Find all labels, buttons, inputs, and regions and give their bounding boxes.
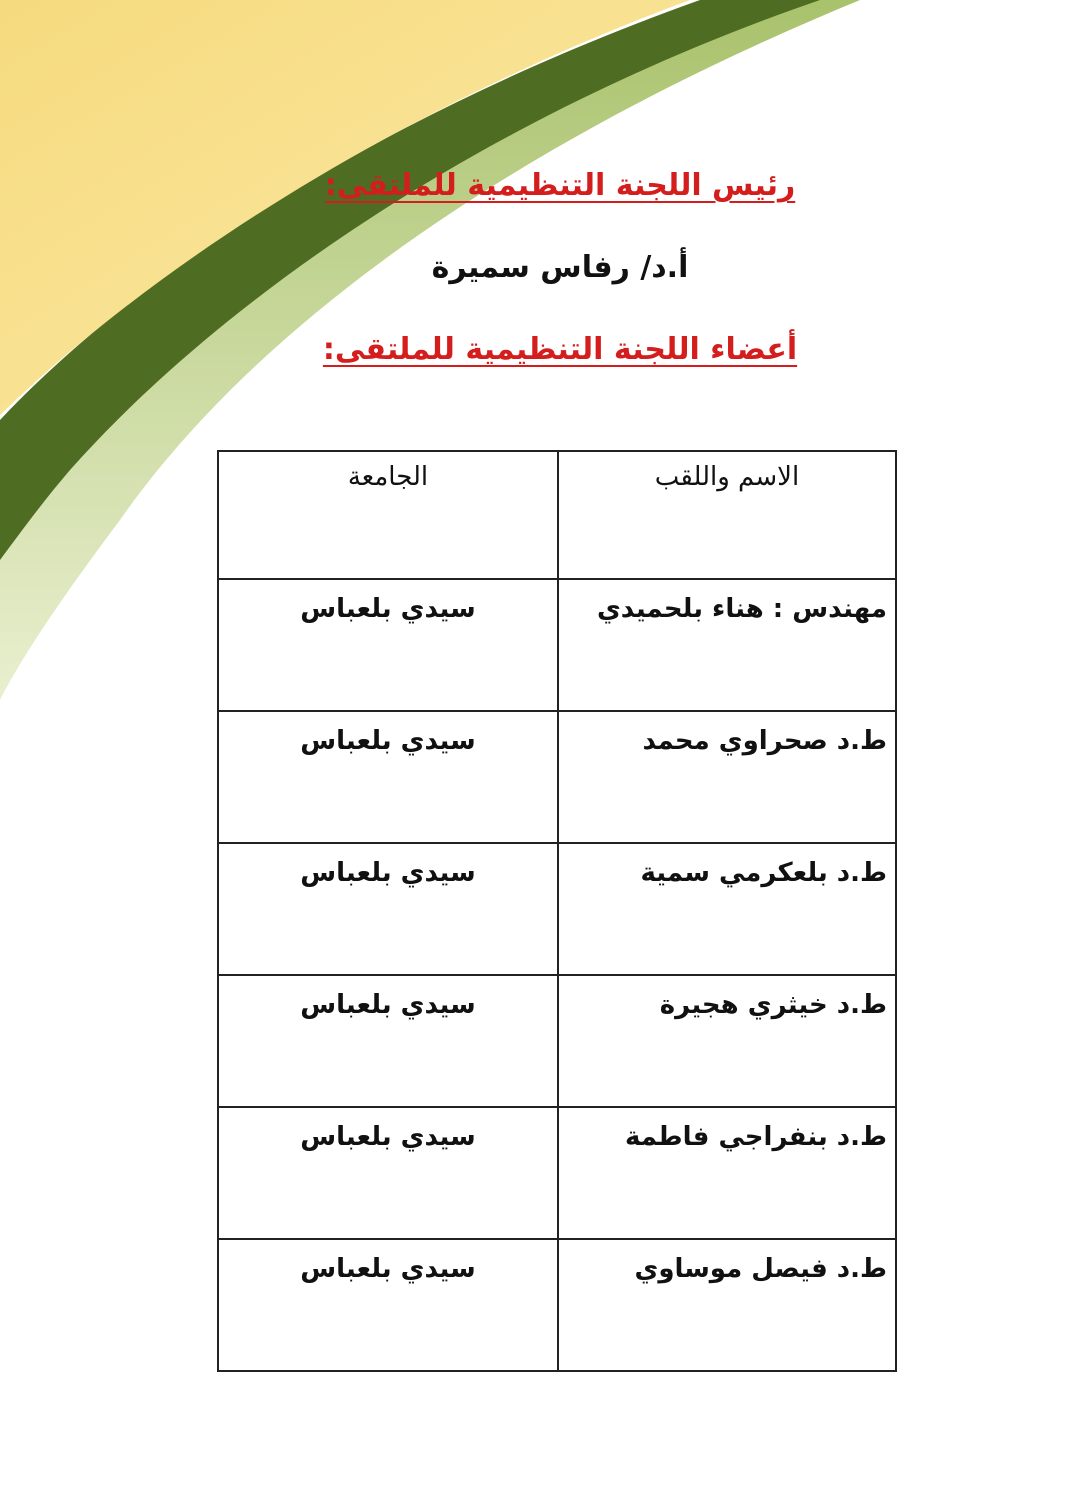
column-header-name: الاسم واللقب	[558, 451, 896, 579]
member-name: ط.د بنفراجي فاطمة	[558, 1107, 896, 1239]
member-name: مهندس : هناء بلحميدي	[558, 579, 896, 711]
member-name: ط.د خيثري هجيرة	[558, 975, 896, 1107]
table-row	[218, 975, 896, 1107]
table-header-row	[218, 451, 896, 579]
member-university: سيدي بلعباس	[218, 579, 558, 711]
members-table	[217, 450, 897, 1372]
table-row	[218, 1239, 896, 1371]
table-row	[218, 579, 896, 711]
member-name: ط.د فيصل موساوي	[558, 1239, 896, 1371]
member-university: سيدي بلعباس	[218, 843, 558, 975]
chair-heading: رئيس اللجنة التنظيمية للملتقى:	[324, 168, 796, 203]
table-row	[218, 1107, 896, 1239]
table-row	[218, 711, 896, 843]
members-heading: أعضاء اللجنة التنظيمية للملتقى:	[322, 332, 798, 367]
member-university: سيدي بلعباس	[218, 1107, 558, 1239]
column-header-university: الجامعة	[218, 451, 558, 579]
member-university: سيدي بلعباس	[218, 711, 558, 843]
table-row	[218, 843, 896, 975]
member-university: سيدي بلعباس	[218, 1239, 558, 1371]
chair-name: أ.د/ رفاس سميرة	[431, 250, 689, 285]
member-name: ط.د صحراوي محمد	[558, 711, 896, 843]
member-university: سيدي بلعباس	[218, 975, 558, 1107]
member-name: ط.د بلعكرمي سمية	[558, 843, 896, 975]
